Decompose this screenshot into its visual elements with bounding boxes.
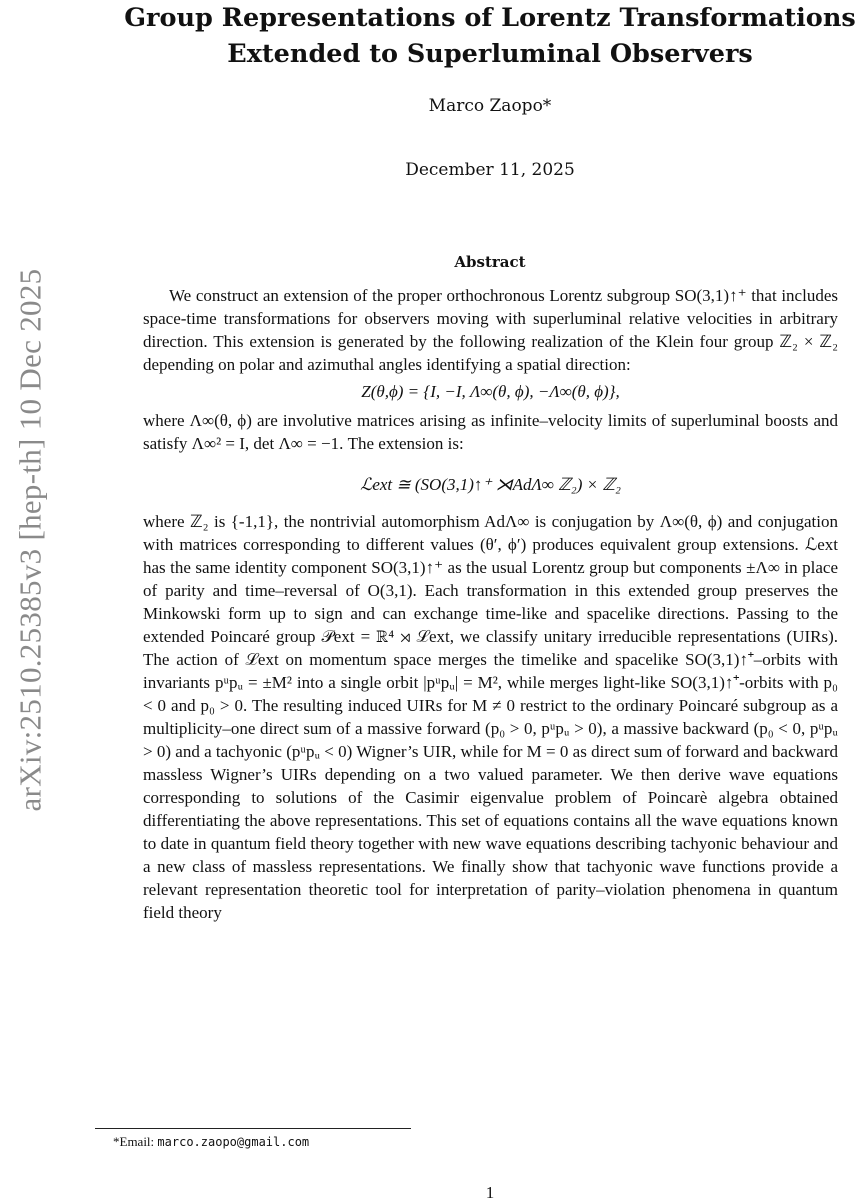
footnote-email[interactable]: marco.zaopo@gmail.com (157, 1135, 310, 1149)
abstract-heading: Abstract (454, 253, 526, 271)
title-line-2: Extended to Superluminal Observers (227, 39, 753, 69)
abstract-body (143, 284, 838, 924)
title-line-1: Group Representations of Lorentz Transformations (124, 3, 856, 33)
footnote-label: *Email: (113, 1134, 155, 1149)
extension-equation: ℒext ≅ (SO(3,1)↑⁺ ⋊AdΛ∞ ℤ₂) × ℤ₂ (360, 475, 621, 494)
author-name: Marco Zaopo* (428, 96, 552, 116)
publication-date: December 11, 2025 (405, 160, 575, 180)
abstract-paragraph-1: We construct an extension of the proper orthochronous Lorentz subgroup SO(3,1)↑⁺ that includes space-time transformations for observers moving with superluminal relative velocities in arbitrary direction. This extension is generated by the following realization of the Klein four group ℤ₂ × ℤ₂ depending on polar and azimuthal angles identifying a spatial direction: (143, 286, 838, 374)
klein-group-equation: Z(θ,ϕ) = {I, −I, Λ∞(θ, ϕ), −Λ∞(θ, ϕ)}, (361, 382, 620, 401)
arxiv-identifier-stamp (0, 230, 60, 850)
abstract-paragraph-3: where ℤ₂ is {-1,1}, the nontrivial automorphism AdΛ∞ is conjugation by Λ∞(θ, ϕ) and conjugation with matrices corresponding to different values (θ′, ϕ′) produces equivalent group extensions. ℒext has the same identity component SO(3,1)↑⁺ as the usual Lorentz group but components ±Λ∞ in place of parity and time–reversal of O(3,1). Each transformation in this extended group preserves the Minkowski form up to sign and can exchange time-like and spacelike directions. Passing to the extended Poincaré group 𝒫ext = ℝ⁴ ⋊ ℒext, we classify unitary irreducible representations (UIRs). The action of ℒext on momentum space merges the timelike and spacelike SO(3,1)↑⁺–orbits with invariants pᵘpᵤ = ±M² into a single orbit |pᵘpᵤ| = M², while merges light-like SO(3,1)↑⁺-orbits with p₀ < 0 and p₀ > 0. The resulting induced UIRs for M ≠ 0 restrict to the ordinary Poincaré subgroup as a multiplicity–one direct sum of a massive forward (p₀ > 0, pᵘpᵤ > 0), a massive backward (p₀ < 0, pᵘpᵤ > 0) and a tachyonic (pᵘpᵤ < 0) Wigner’s UIR, while for M = 0 as direct sum of forward and backward massless Wigner’s UIRs depending on a two valued parameter. We then derive wave equations corresponding to solutions of the Casimir eigenvalue problem of Poincarè algebra obtained differentiating the above representations. This set of equations contains all the wave equations known to date in quantum field theory together with new wave equations describing tachyonic behaviour and a new class of massless representations. We finally show that tachyonic wave functions provide a relevant representation theoretic tool for interpretation of parity–violation phenomena in quantum field theory (143, 512, 838, 922)
footnote-divider (95, 1128, 411, 1129)
arxiv-stamp-text: arXiv:2510.25385v3 [hep-th] 10 Dec 2025 (12, 268, 47, 812)
footnote (113, 1134, 309, 1150)
abstract-paragraph-2: where Λ∞(θ, ϕ) are involutive matrices arising as infinite–velocity limits of superluminal boosts and satisfy Λ∞² = I, det Λ∞ = −1. The extension is: (143, 411, 838, 453)
page-number: 1 (485, 1183, 495, 1202)
paper-title (95, 0, 868, 72)
